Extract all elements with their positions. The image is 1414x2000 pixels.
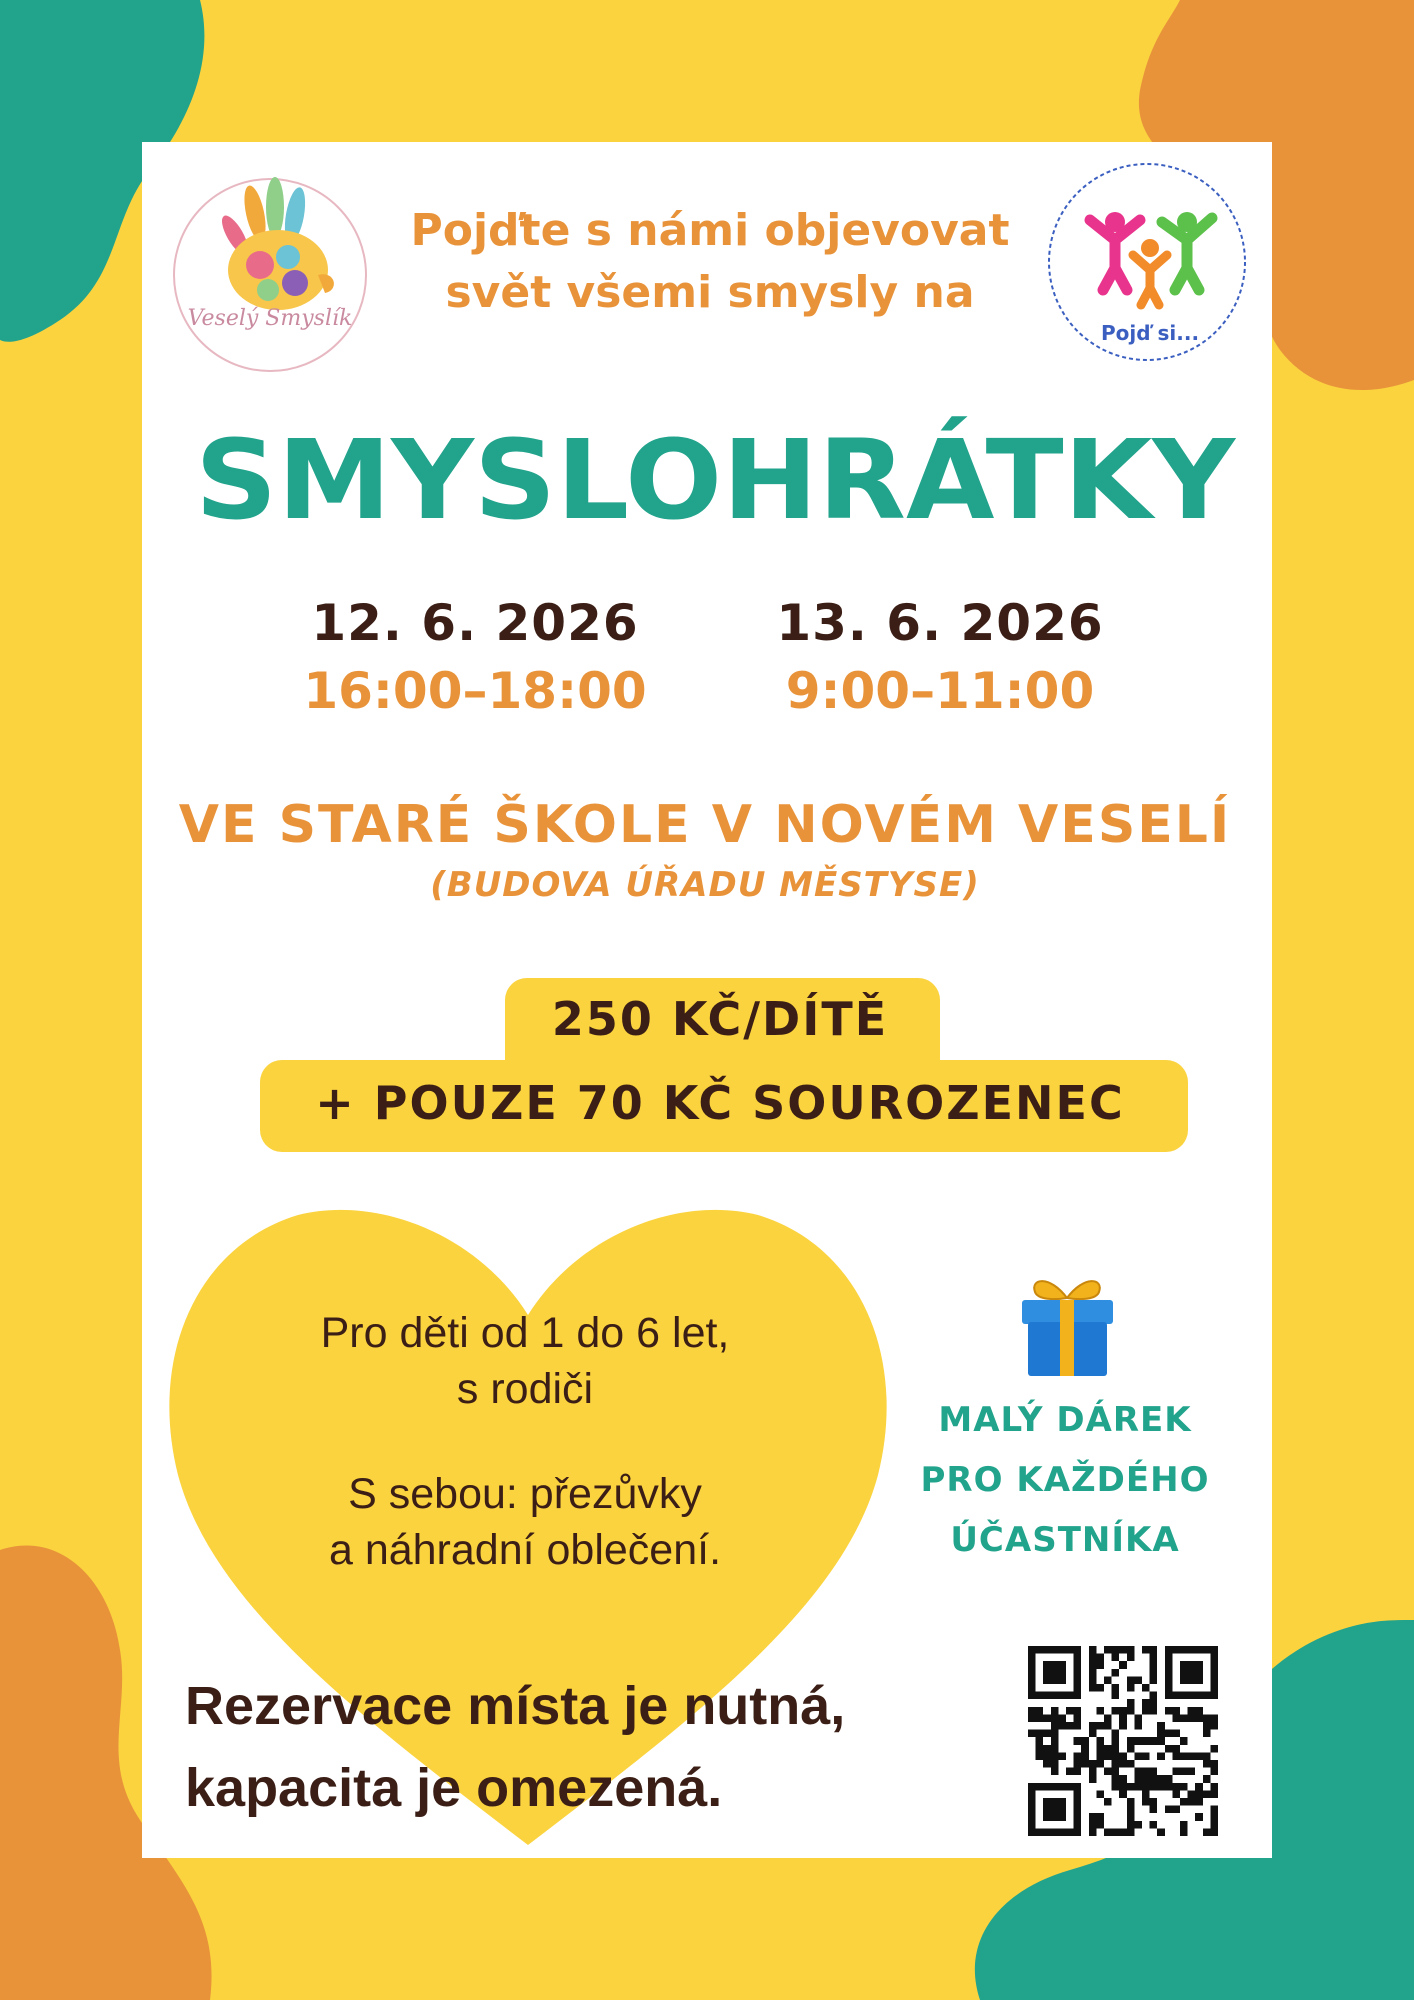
time-2: 9:00–11:00 (785, 662, 1095, 720)
date-block-2 (730, 590, 1150, 726)
bring-line-1: S sebou: přezůvky (348, 1470, 702, 1518)
gift-icon (1010, 1270, 1125, 1380)
date-1: 12. 6. 2026 (311, 594, 639, 652)
event-title-text: SMYSLOHRÁTKY (195, 416, 1196, 540)
gift-text (895, 1390, 1235, 1570)
qr-code-icon[interactable] (1028, 1646, 1218, 1836)
reservation-line-1: Rezervace místa je nutná, (185, 1676, 846, 1736)
gift-line-3: ÚČASTNÍKA (950, 1520, 1180, 1560)
age-info (230, 1305, 820, 1417)
age-line-2: s rodiči (456, 1365, 594, 1413)
reservation-line-2: kapacita je omezená. (185, 1758, 723, 1818)
time-1: 16:00–18:00 (303, 662, 647, 720)
gift-line-1: MALÝ DÁREK (938, 1400, 1192, 1440)
venue-line-1: VE STARÉ ŠKOLE V NOVÉM VESELÍ (178, 795, 1232, 855)
age-line-1: Pro děti od 1 do 6 let, (320, 1309, 730, 1357)
gift-line-2: PRO KAŽDÉHO (920, 1460, 1210, 1500)
reservation-note (185, 1665, 1005, 1829)
venue-block (150, 790, 1260, 910)
price-sibling: + POUZE 70 KČ SOUROZENEC (315, 1076, 1125, 1130)
date-block-1 (265, 590, 685, 726)
venue-line-2: (BUDOVA ÚŘADU MĚSTYSE) (430, 865, 980, 905)
bring-line-2: a náhradní oblečení. (328, 1526, 722, 1574)
intro-line-1: Pojďte s námi objevovat (410, 205, 1010, 256)
intro-line-2: svět všemi smysly na (445, 267, 975, 318)
bring-info (230, 1466, 820, 1578)
pojd-si-logo (1045, 160, 1250, 365)
intro-text (360, 200, 1060, 324)
event-title (180, 410, 1250, 540)
figure-orange-icon (1133, 239, 1167, 305)
date-2: 13. 6. 2026 (776, 594, 1104, 652)
figure-green-icon (1162, 212, 1212, 290)
right-logo-text: Pojď si... (1100, 321, 1200, 345)
price-per-child: 250 KČ/DÍTĚ (551, 992, 889, 1046)
vesely-smyslik-logo (170, 175, 370, 375)
left-logo-text: Veselý Smyslík (187, 306, 353, 331)
